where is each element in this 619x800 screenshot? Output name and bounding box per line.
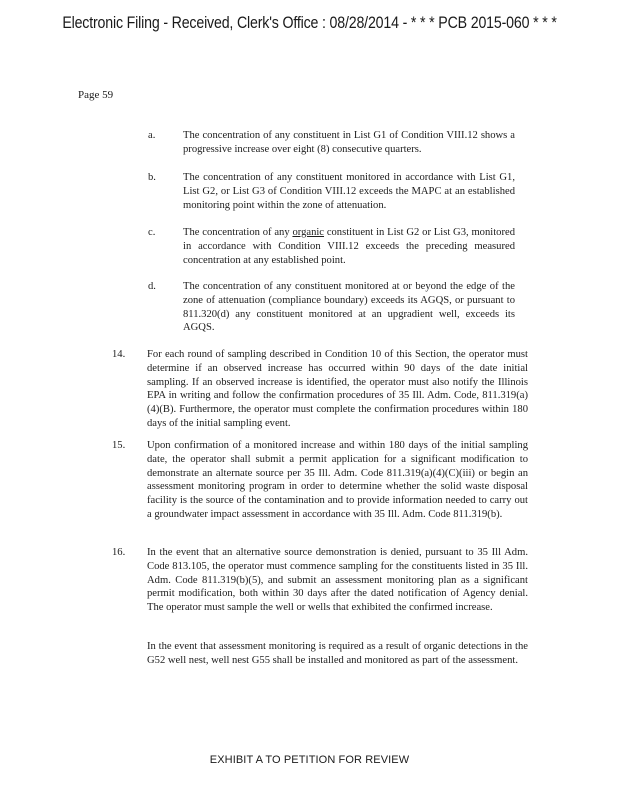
item-label: d. bbox=[148, 281, 156, 292]
item-label: b. bbox=[148, 172, 156, 183]
item-number: 14. bbox=[112, 349, 126, 360]
item-label: a. bbox=[148, 130, 156, 141]
item-text: The concentration of any constituent monitored in accordance with List G1, List G2, or List G3 of Condition VIII.12 exceeds the MAPC at an established monitoring point within the zone of attenuation. bbox=[183, 172, 515, 211]
item-text: The concentration of any constituent in List G1 of Condition VIII.12 shows a progressive increase over eight (8) consecutive quarters. bbox=[183, 130, 515, 155]
item-number: 16. bbox=[112, 547, 126, 558]
item-number: 15. bbox=[112, 440, 126, 451]
item-text: Upon confirmation of a monitored increase and within 180 days of the initial sampling date, the operator shall submit a permit application for a significant modification to demonstrate an alternate source per 35 Ill. Adm. Code 811.319(a)(4)(C)(iii) or begin an assessment monitoring program in order to determine whether the solid waste disposal facility is the source of the contamination and to provide information needed to carry out a groundwater impact assessment in accordance with 35 Ill. Adm. Code 811.319(b). bbox=[147, 440, 528, 520]
item-text: The concentration of any constituent monitored at or beyond the edge of the zone of attenuation (compliance boundary) exceeds its AGQS, or pursuant to 811.320(d) any constituent monitored at an upgradient well, exceeds its AGQS. bbox=[183, 281, 515, 334]
page-number: Page 59 bbox=[78, 89, 114, 101]
item-text: For each round of sampling described in Condition 10 of this Section, the operator must determine if an observed increase has occurred within 90 days of the date initial sampling. If an observed increase is identified, the operator must also notify the Illinois EPA in writing and follow the confirmation procedures of 35 Ill. Adm. Code, 811.319(a)(4)(B). Furthermore, the operator must complete the confirmation procedures within 180 days of the initial sampling event. bbox=[147, 349, 528, 429]
electronic-filing-header: Electronic Filing - Received, Clerk's Office : 08/28/2014 - * * * PCB 2015-060 * * * bbox=[62, 14, 557, 32]
underlined-word: organic bbox=[292, 227, 325, 238]
item-label: c. bbox=[148, 227, 156, 238]
item-text-pre: The concentration of any bbox=[183, 227, 293, 238]
item-text bbox=[183, 226, 515, 267]
item-text: In the event that an alternative source demonstration is denied, pursuant to 35 Ill Adm. Code 813.105, the operator must commence sampling for the constituents listed in 35 Ill. Adm. Code 811.319(b)(5), and submit an assessment monitoring plan as a significant permit modification, both within 30 days after the dated notification of Agency denial. The operator must sample the well or wells that exhibited the confirmed increase. bbox=[147, 547, 528, 614]
closing-paragraph: In the event that assessment monitoring is required as a result of organic detections in the G52 well nest, well nest G55 shall be installed and monitored as part of the assessment. bbox=[147, 641, 528, 666]
exhibit-footer: EXHIBIT A TO PETITION FOR REVIEW bbox=[209, 754, 410, 766]
item-text-post: constituent in List G2 or List G3, monitored in accordance with Condition VIII.12 exceeds the preceding measured concentration at any established point. bbox=[183, 227, 515, 266]
